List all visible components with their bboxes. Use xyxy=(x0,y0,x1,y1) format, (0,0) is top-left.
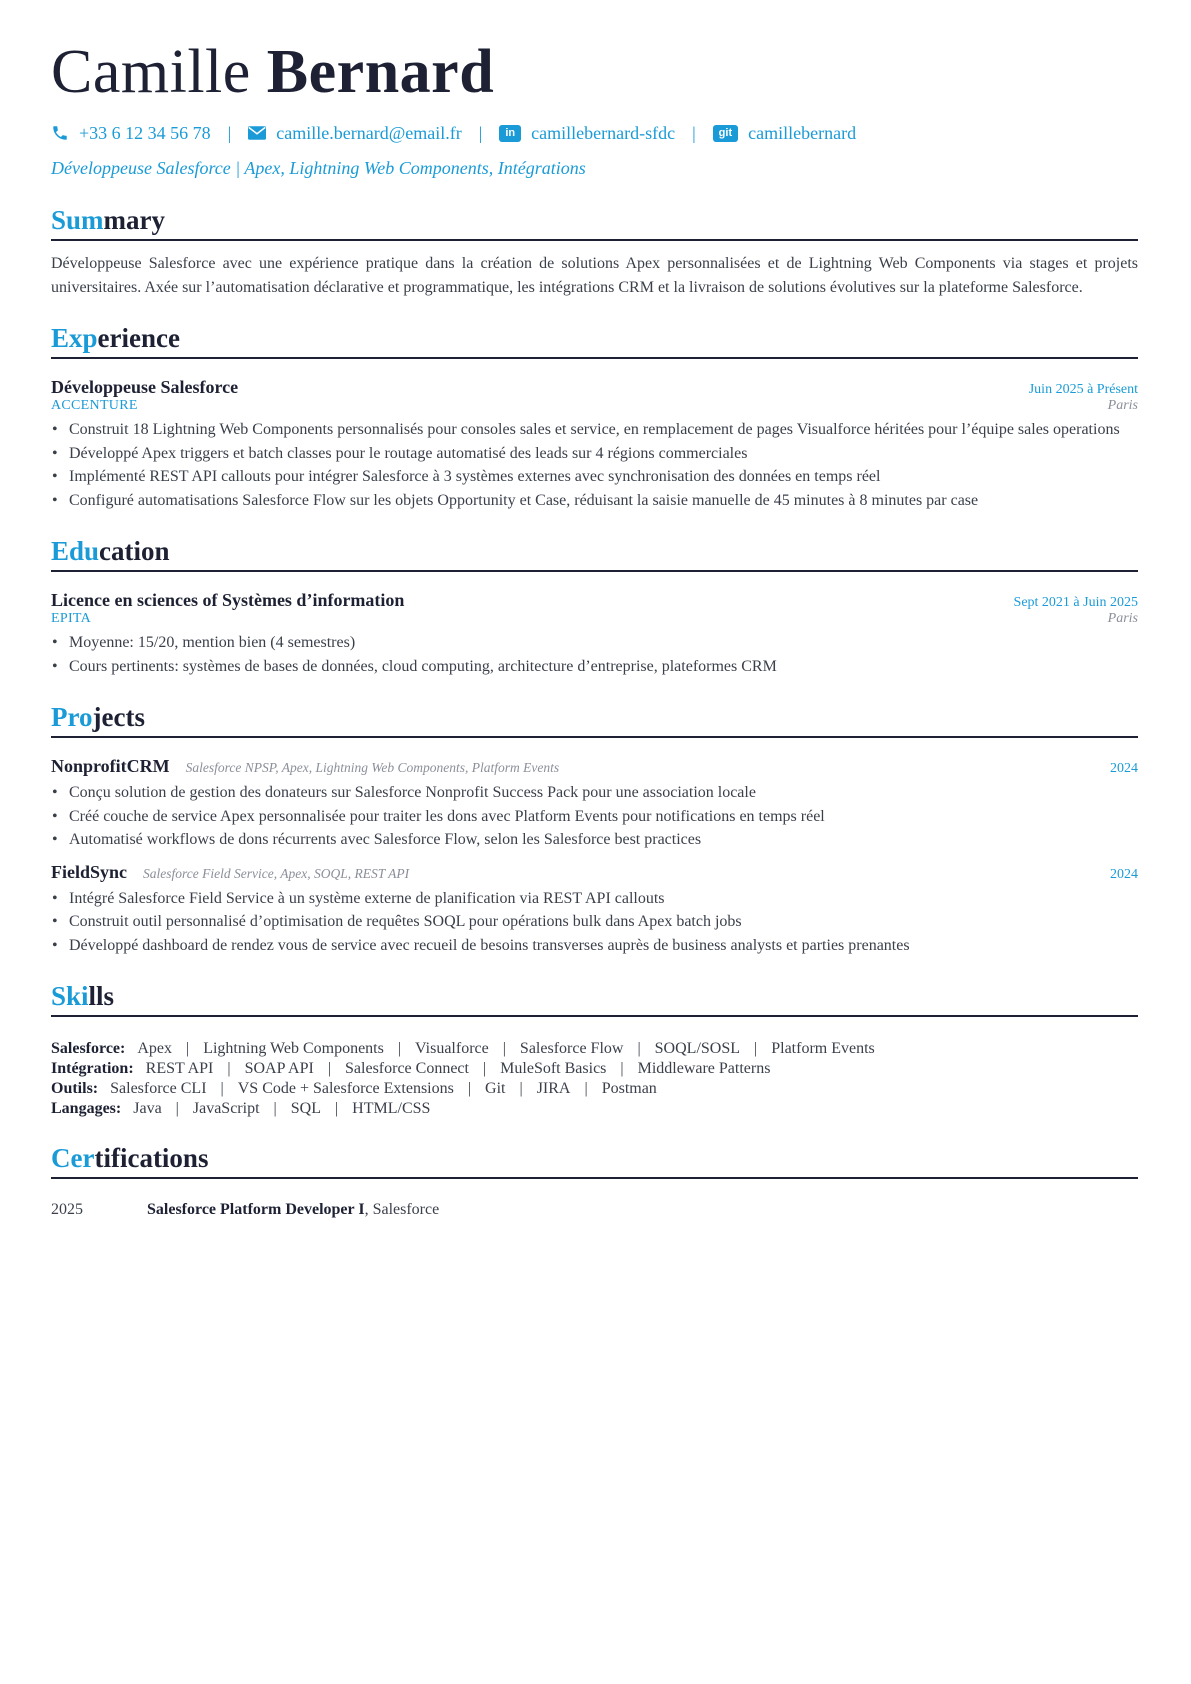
project-entry xyxy=(51,862,1138,958)
skill-separator: | xyxy=(482,1060,487,1077)
skill-item: MuleSoft Basics xyxy=(500,1060,607,1077)
skill-separator: | xyxy=(334,1100,339,1117)
skills-list xyxy=(51,1039,1138,1119)
phone-icon xyxy=(51,124,69,142)
section-title-certifications: Certifications xyxy=(51,1141,1138,1179)
skill-item: Git xyxy=(485,1080,506,1097)
skill-item: Postman xyxy=(601,1080,657,1097)
education-dates: Sept 2021 à Juin 2025 xyxy=(1013,595,1138,610)
degree-title: Licence en sciences of Systèmes d’information xyxy=(51,590,405,610)
bullet-item: • Cours pertinents: systèmes de bases de données, cloud computing, architecture d’entreprise, plateformes CRM xyxy=(51,655,1138,679)
school-location: Paris xyxy=(1107,611,1138,626)
school: EPITA xyxy=(51,611,92,626)
project-name: NonprofitCRM xyxy=(51,756,170,776)
skill-separator: | xyxy=(327,1060,332,1077)
bullet-item: • Développé Apex triggers et batch classes pour le routage automatisé des leads sur 4 régions commerciales xyxy=(51,442,1138,466)
skill-item: SQL xyxy=(290,1100,321,1117)
skill-item: Apex xyxy=(137,1040,172,1057)
github-handle: camillebernard xyxy=(748,122,857,143)
skill-separator: | xyxy=(519,1080,523,1097)
skill-category: Salesforce: xyxy=(51,1040,126,1057)
bullet-item: • Construit 18 Lightning Web Components personnalisés pour consoles sales et service, en remplacement de pages Visualforce héritées pour l’équipe sales operations xyxy=(51,418,1138,442)
skill-separator: | xyxy=(620,1060,624,1077)
skill-separator: | xyxy=(397,1040,402,1057)
bullet-item: • Moyenne: 15/20, mention bien (4 semestres) xyxy=(51,631,1138,655)
job-dates: Juin 2025 à Présent xyxy=(1028,382,1138,397)
project-stack: Salesforce NPSP, Apex, Lightning Web Components, Platform Events xyxy=(185,760,560,775)
linkedin-handle: camillebernard-sfdc xyxy=(531,122,676,143)
project-year: 2024 xyxy=(1110,866,1138,882)
bullet-item: • Développé dashboard de rendez vous de service avec recueil de besoins transverses auprès de business analysts et parties prenantes xyxy=(51,934,1138,958)
skill-item: JIRA xyxy=(536,1080,571,1097)
contact-separator: | xyxy=(227,122,232,143)
experience-entry xyxy=(51,377,1138,512)
project-name: FieldSync xyxy=(51,861,128,882)
skill-separator: | xyxy=(502,1040,506,1057)
skill-item: Salesforce Flow xyxy=(519,1040,624,1057)
skill-separator: | xyxy=(637,1040,641,1057)
envelope-icon xyxy=(248,124,266,142)
certification-year: 2025 xyxy=(51,1201,83,1218)
git-badge: git xyxy=(713,125,738,142)
contact-bar xyxy=(51,120,1138,146)
certification-name: Salesforce Platform Developer I xyxy=(147,1201,365,1218)
projects-section xyxy=(51,700,1138,957)
project-year: 2024 xyxy=(1110,761,1138,776)
bullet-item: • Intégré Salesforce Field Service à un système externe de planification via REST API callouts xyxy=(51,887,1138,911)
job-title: Développeuse Salesforce xyxy=(51,377,239,397)
skill-separator: | xyxy=(467,1080,472,1097)
project-entry xyxy=(51,756,1138,852)
education-bullets xyxy=(51,631,1138,678)
certification-entry xyxy=(51,1201,1138,1219)
bullet-item: • Implémenté REST API callouts pour intégrer Salesforce à 3 systèmes externes avec synchronisation des données en temps réel xyxy=(51,465,1138,489)
section-title-summary: Summary xyxy=(51,203,1138,241)
skill-item: HTML/CSS xyxy=(352,1100,431,1117)
candidate-name xyxy=(51,36,1138,108)
phone-number: +33 6 12 34 56 78 xyxy=(79,122,211,143)
bullet-item: • Configuré automatisations Salesforce Flow sur les objets Opportunity et Case, réduisant la saisie manuelle de 45 minutes à 8 minutes par case xyxy=(51,489,1138,513)
education-entry xyxy=(51,590,1138,678)
certification-issuer: , Salesforce xyxy=(364,1201,440,1218)
skill-separator: | xyxy=(186,1040,190,1057)
bullet-item: • Créé couche de service Apex personnalisée pour traiter les dons avec Platform Events pour notifications en temps réel xyxy=(51,805,1138,829)
summary-text: Développeuse Salesforce avec une expérience pratique dans la création de solutions Apex personnalisées et de Lightning Web Components via stages et projets universitaires. Axée sur l’automatisation déclarative et programmatique, les intégrations CRM et la livraison de solutions évolutives sur la plateforme Salesforce. xyxy=(51,255,1138,296)
section-title-skills: Skills xyxy=(51,979,1138,1017)
skill-item: SOQL/SOSL xyxy=(654,1040,741,1057)
section-title-education: Education xyxy=(51,534,1138,572)
certifications-section xyxy=(51,1141,1138,1219)
job-bullets xyxy=(51,418,1138,512)
skills-section xyxy=(51,979,1138,1119)
job-location: Paris xyxy=(1107,398,1138,413)
skill-item: SOAP API xyxy=(244,1060,314,1077)
skill-row xyxy=(51,1059,1138,1079)
last-name: Bernard xyxy=(266,38,495,106)
project-stack: Salesforce Field Service, Apex, SOQL, REST API xyxy=(143,865,410,881)
skill-separator: | xyxy=(754,1040,758,1057)
bullet-item: • Conçu solution de gestion des donateurs sur Salesforce Nonprofit Success Pack pour une association locale xyxy=(51,781,1138,805)
section-title-experience: Experience xyxy=(51,321,1138,359)
skill-row xyxy=(51,1039,1138,1059)
skill-item: Salesforce Connect xyxy=(345,1060,469,1077)
bullet-item: • Automatisé workflows de dons récurrents avec Salesforce Flow, selon les Salesforce best practices xyxy=(51,828,1138,852)
contact-separator: | xyxy=(478,122,483,143)
skill-separator: | xyxy=(273,1100,277,1117)
skill-item: Middleware Patterns xyxy=(637,1060,771,1077)
skill-item: Salesforce CLI xyxy=(110,1080,207,1097)
skill-row xyxy=(51,1079,1138,1099)
contact-separator: | xyxy=(692,122,696,143)
project-bullets xyxy=(51,887,1138,958)
contact-phone[interactable] xyxy=(51,123,211,144)
education-section xyxy=(51,534,1138,678)
project-bullets xyxy=(51,781,1138,852)
contact-github[interactable] xyxy=(713,123,856,144)
skill-item: REST API xyxy=(145,1060,214,1077)
skill-separator: | xyxy=(584,1080,588,1097)
skill-item: Lightning Web Components xyxy=(203,1040,384,1057)
section-title-projects: Projects xyxy=(51,700,1138,738)
skill-category: Outils: xyxy=(51,1080,99,1097)
skill-separator: | xyxy=(175,1100,179,1117)
skill-item: Java xyxy=(133,1100,162,1117)
skill-item: Visualforce xyxy=(415,1040,489,1057)
email-address: camille.bernard@email.fr xyxy=(276,122,462,143)
experience-section xyxy=(51,321,1138,512)
summary-section xyxy=(51,203,1138,299)
first-name: Camille xyxy=(51,38,251,106)
skill-item: JavaScript xyxy=(192,1100,260,1117)
skill-separator: | xyxy=(227,1060,231,1077)
skill-separator: | xyxy=(220,1080,224,1097)
skill-item: Platform Events xyxy=(771,1040,875,1057)
tagline: Développeuse Salesforce | Apex, Lightning Web Components, Intégrations xyxy=(51,158,586,178)
skill-category: Langages: xyxy=(51,1100,122,1117)
contact-email[interactable] xyxy=(248,123,461,144)
skill-item: VS Code + Salesforce Extensions xyxy=(237,1080,454,1097)
contact-linkedin[interactable] xyxy=(499,123,675,144)
skill-category: Intégration: xyxy=(51,1060,134,1077)
employer: ACCENTURE xyxy=(51,398,138,413)
linkedin-badge: in xyxy=(499,125,521,142)
skill-row xyxy=(51,1099,1138,1119)
bullet-item: • Construit outil personnalisé d’optimisation de requêtes SOQL pour opérations bulk dans Apex batch jobs xyxy=(51,910,1138,934)
